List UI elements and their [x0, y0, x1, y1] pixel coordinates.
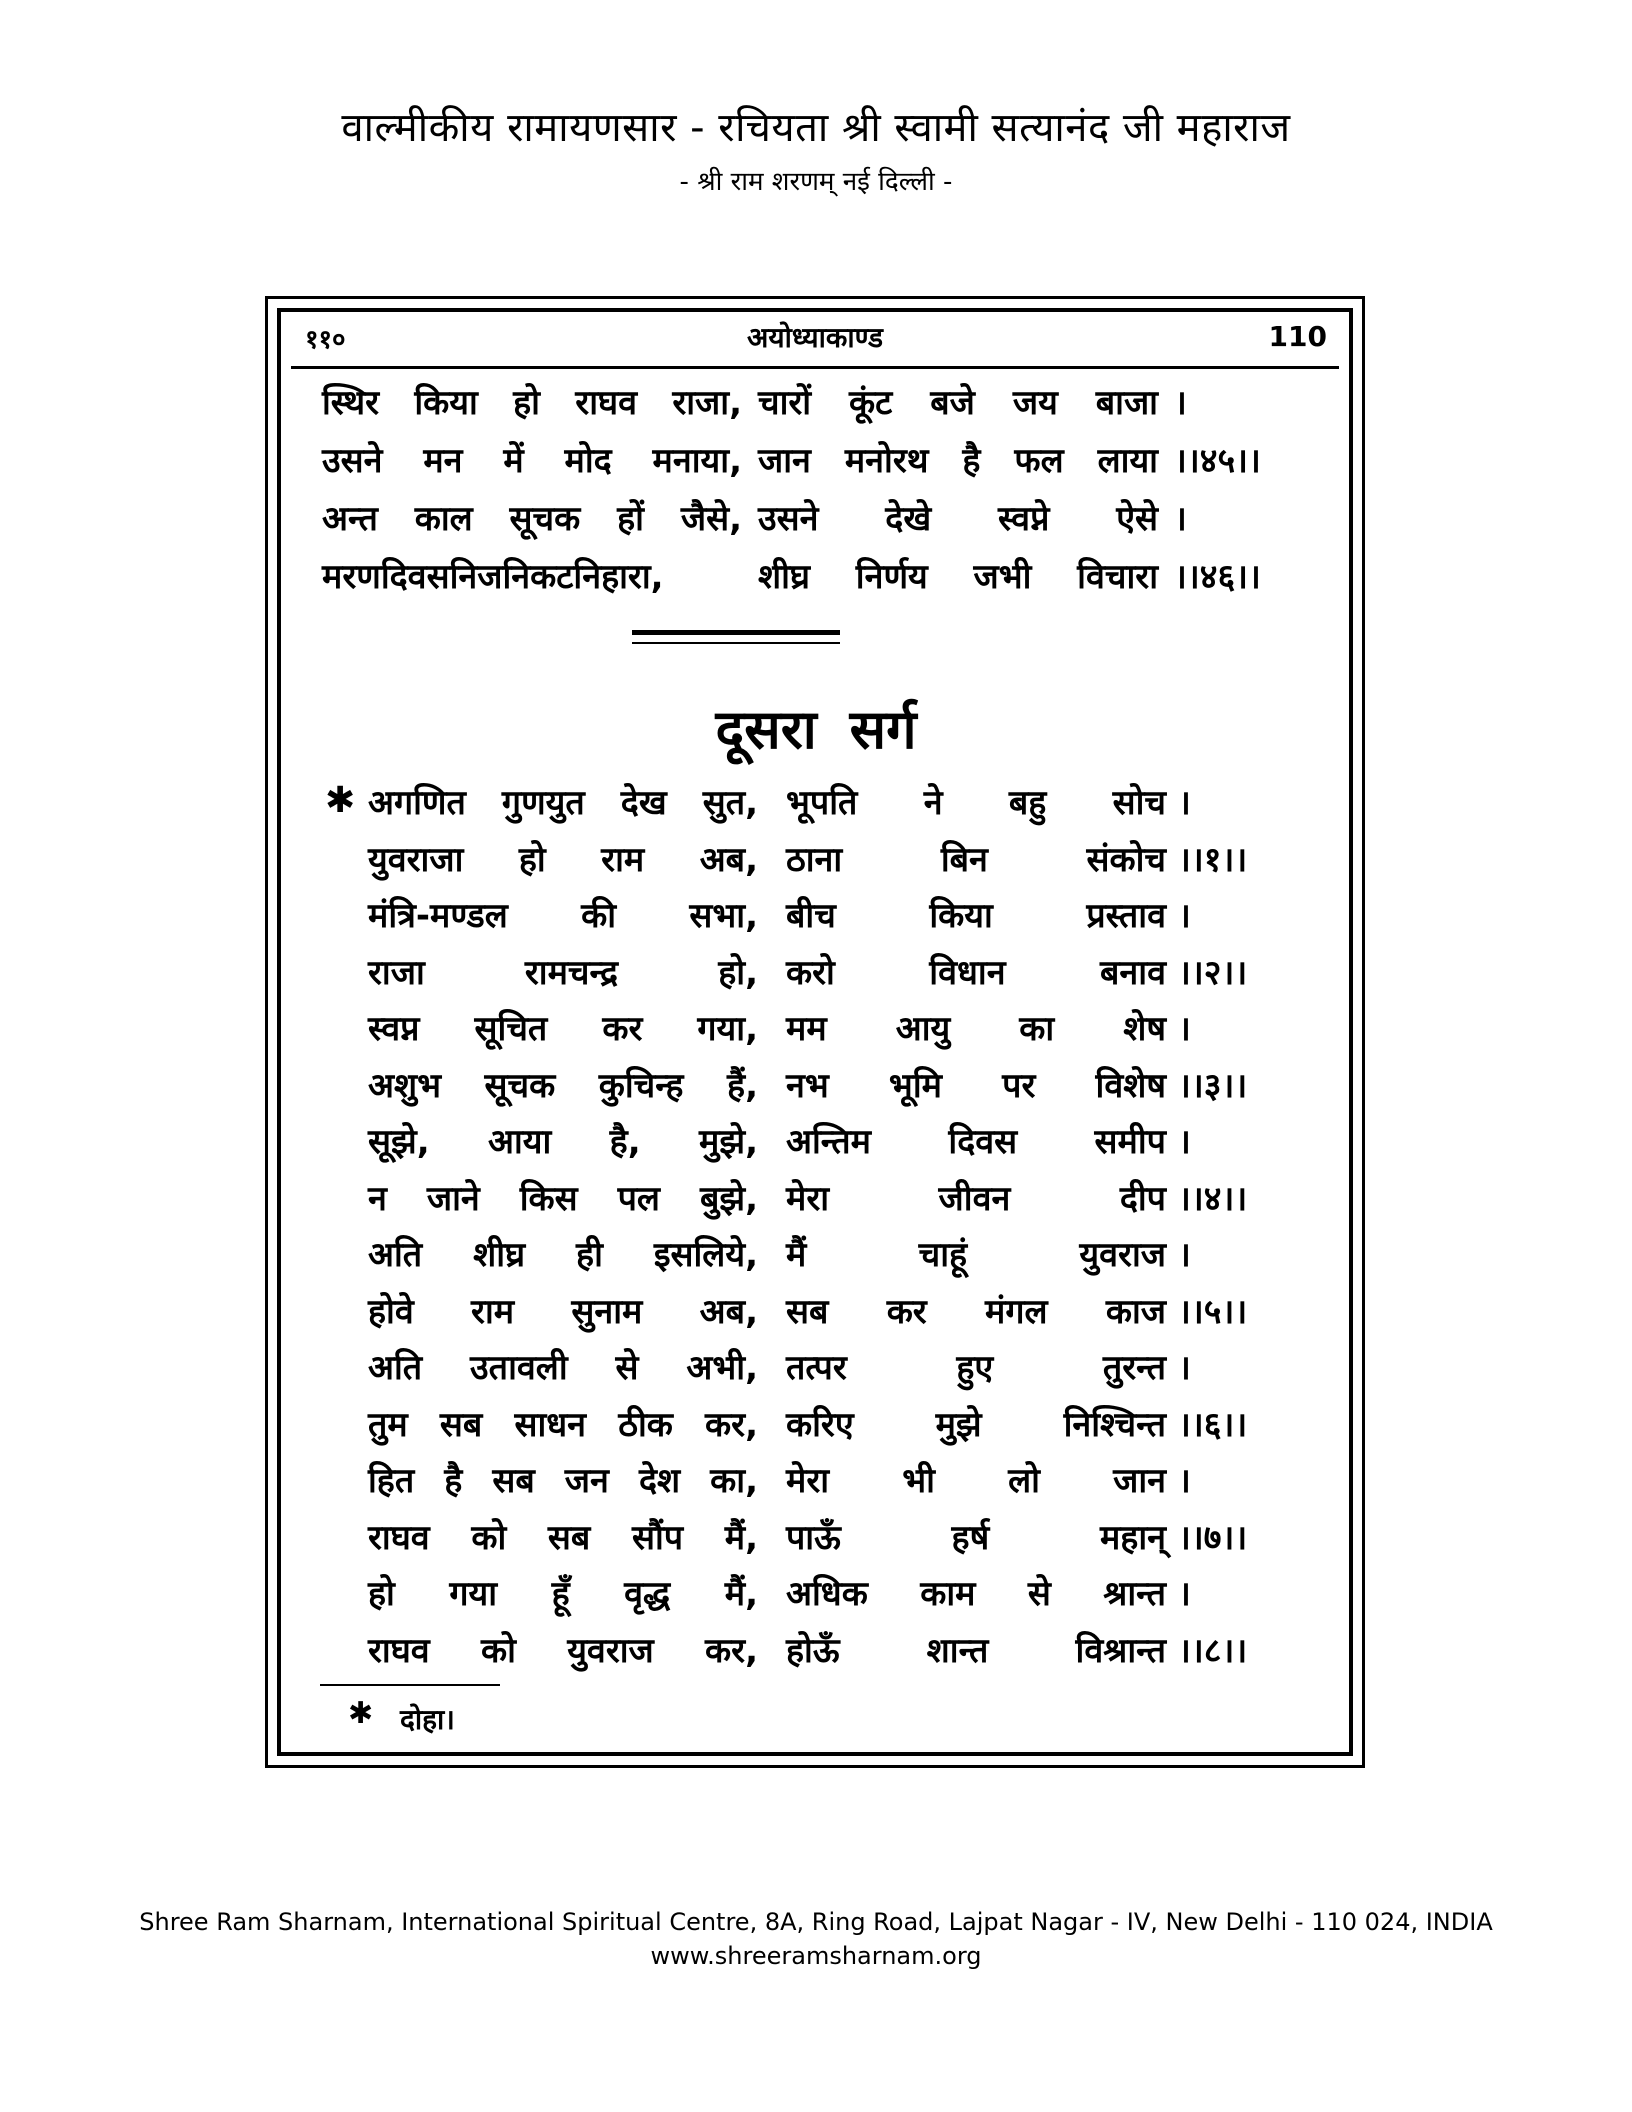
verse-first-half: मरणदिवसनिजनिकटनिहारा,	[322, 557, 664, 597]
verse-mark: ।	[1178, 896, 1191, 936]
verse-second-half: चारों कूंट बजे जय बाजा	[758, 383, 1158, 423]
section-divider-thick	[632, 630, 840, 635]
verse-mark: ।	[1174, 383, 1187, 423]
verse-mark: ।।४६।।	[1174, 557, 1261, 597]
footnote-text: दोहा।	[400, 1703, 455, 1736]
verse-first-half: राघव को युवराज कर,	[368, 1630, 758, 1671]
verse-first-half: स्वप्न सूचित कर गया,	[368, 1009, 758, 1049]
footer-address: Shree Ram Sharnam, International Spiritual Centre, 8A, Ring Road, Lajpat Nagar - IV, New Delhi - 110 024, INDIA	[139, 1908, 1493, 1936]
verse-mark: ।	[1178, 1009, 1191, 1049]
verse-mark: ।	[1178, 1574, 1191, 1614]
verse-mark: ।।७।।	[1178, 1517, 1248, 1558]
verse-first-half: होवे राम सुनाम अब,	[368, 1291, 758, 1332]
verse-second-half: ठाना बिन संकोच	[786, 839, 1166, 880]
footnote-marker-icon: ✱	[348, 1696, 374, 1731]
verse-mark: ।।६।।	[1178, 1404, 1248, 1445]
verse-first-half: अति उतावली से अभी,	[368, 1348, 758, 1388]
verse-mark: ।।५।।	[1178, 1291, 1248, 1332]
verse-second-half: अधिक काम से श्रान्त	[786, 1574, 1166, 1614]
verse-first-half: राजा रामचन्द्र हो,	[368, 952, 758, 993]
verse-second-half: होऊँ शान्त विश्रान्त	[786, 1630, 1166, 1671]
verse-second-half: तत्पर हुए तुरन्त	[786, 1348, 1166, 1388]
verse-second-half: अन्तिम दिवस समीप	[786, 1122, 1166, 1162]
verse-second-half: नभ भूमि पर विशेष	[786, 1065, 1166, 1106]
verse-mark: ।	[1178, 1461, 1191, 1501]
header-rule	[291, 366, 1339, 369]
verse-mark: ।	[1178, 1122, 1191, 1162]
verse-mark: ।।३।।	[1178, 1065, 1248, 1106]
verse-second-half: करो विधान बनाव	[786, 952, 1166, 993]
document-header-title: वाल्मीकीय रामायणसार - रचियता श्री स्वामी सत्यानंद जी महाराज	[341, 105, 1291, 151]
verse-first-half: स्थिर किया हो राघव राजा,	[322, 383, 742, 423]
verse-first-half: अति शीघ्र ही इसलिये,	[368, 1235, 758, 1275]
verse-mark: ।	[1174, 499, 1187, 539]
verse-second-half: बीच किया प्रस्ताव	[786, 896, 1166, 936]
verse-mark: ।	[1178, 1348, 1191, 1388]
footnote-rule	[320, 1684, 500, 1686]
verse-mark: ।।१।।	[1178, 839, 1248, 880]
verse-first-half: राघव को सब सौंप मैं,	[368, 1517, 758, 1558]
verse-second-half: शीघ्र निर्णय जभी विचारा	[758, 557, 1158, 597]
verse-first-half: अन्त काल सूचक हों जैसे,	[322, 499, 742, 539]
verse-second-half: उसने देखे स्वप्ने ऐसे	[758, 499, 1158, 539]
verse-first-half: उसने मन में मोद मनाया,	[322, 441, 742, 481]
verse-second-half: मेरा भी लो जान	[786, 1461, 1166, 1501]
verse-second-half: जान मनोरथ है फल लाया	[758, 441, 1158, 481]
verse-second-half: करिए मुझे निश्चिन्त	[786, 1404, 1166, 1445]
verse-first-half: अगणित गुणयुत देख सुत,	[368, 783, 758, 823]
verse-mark: ।।२।।	[1178, 952, 1248, 993]
verse-second-half: मम आयु का शेष	[786, 1009, 1166, 1049]
doha-marker-icon: ✱	[325, 780, 356, 821]
verse-first-half: युवराजा हो राम अब,	[368, 839, 758, 880]
verse-mark: ।	[1178, 783, 1191, 823]
verse-first-half: मंत्रि-मण्डल की सभा,	[368, 896, 758, 936]
verse-first-half: न जाने किस पल बुझे,	[368, 1178, 758, 1219]
sarga-title: दूसरा सर्ग	[715, 698, 917, 761]
verse-second-half: भूपति ने बहु सोच	[786, 783, 1166, 823]
verse-first-half: हो गया हूँ वृद्ध मैं,	[368, 1574, 758, 1614]
verse-second-half: पाऊँ हर्ष महान्	[786, 1517, 1166, 1558]
section-divider-thin	[632, 642, 840, 644]
verse-second-half: मेरा जीवन दीप	[786, 1178, 1166, 1219]
verse-first-half: अशुभ सूचक कुचिन्ह हैं,	[368, 1065, 758, 1106]
footer-website: www.shreeramsharnam.org	[650, 1942, 982, 1970]
page-number-devanagari: ११०	[305, 325, 346, 355]
verse-mark: ।।४५।।	[1174, 441, 1261, 481]
verse-second-half: मैं चाहूं युवराज	[786, 1235, 1166, 1275]
verse-first-half: सूझे, आया है, मुझे,	[368, 1122, 758, 1162]
verse-mark: ।।४।।	[1178, 1178, 1248, 1219]
verse-mark: ।।८।।	[1178, 1630, 1248, 1671]
document-header-subtitle: - श्री राम शरणम् नई दिल्ली -	[679, 167, 953, 197]
verse-mark: ।	[1178, 1235, 1191, 1275]
verse-first-half: हित है सब जन देश का,	[368, 1461, 758, 1501]
page-number-latin: 110	[1268, 320, 1327, 353]
running-head: अयोध्याकाण्ड	[747, 321, 883, 354]
verse-first-half: तुम सब साधन ठीक कर,	[368, 1404, 758, 1445]
verse-second-half: सब कर मंगल काज	[786, 1291, 1166, 1332]
